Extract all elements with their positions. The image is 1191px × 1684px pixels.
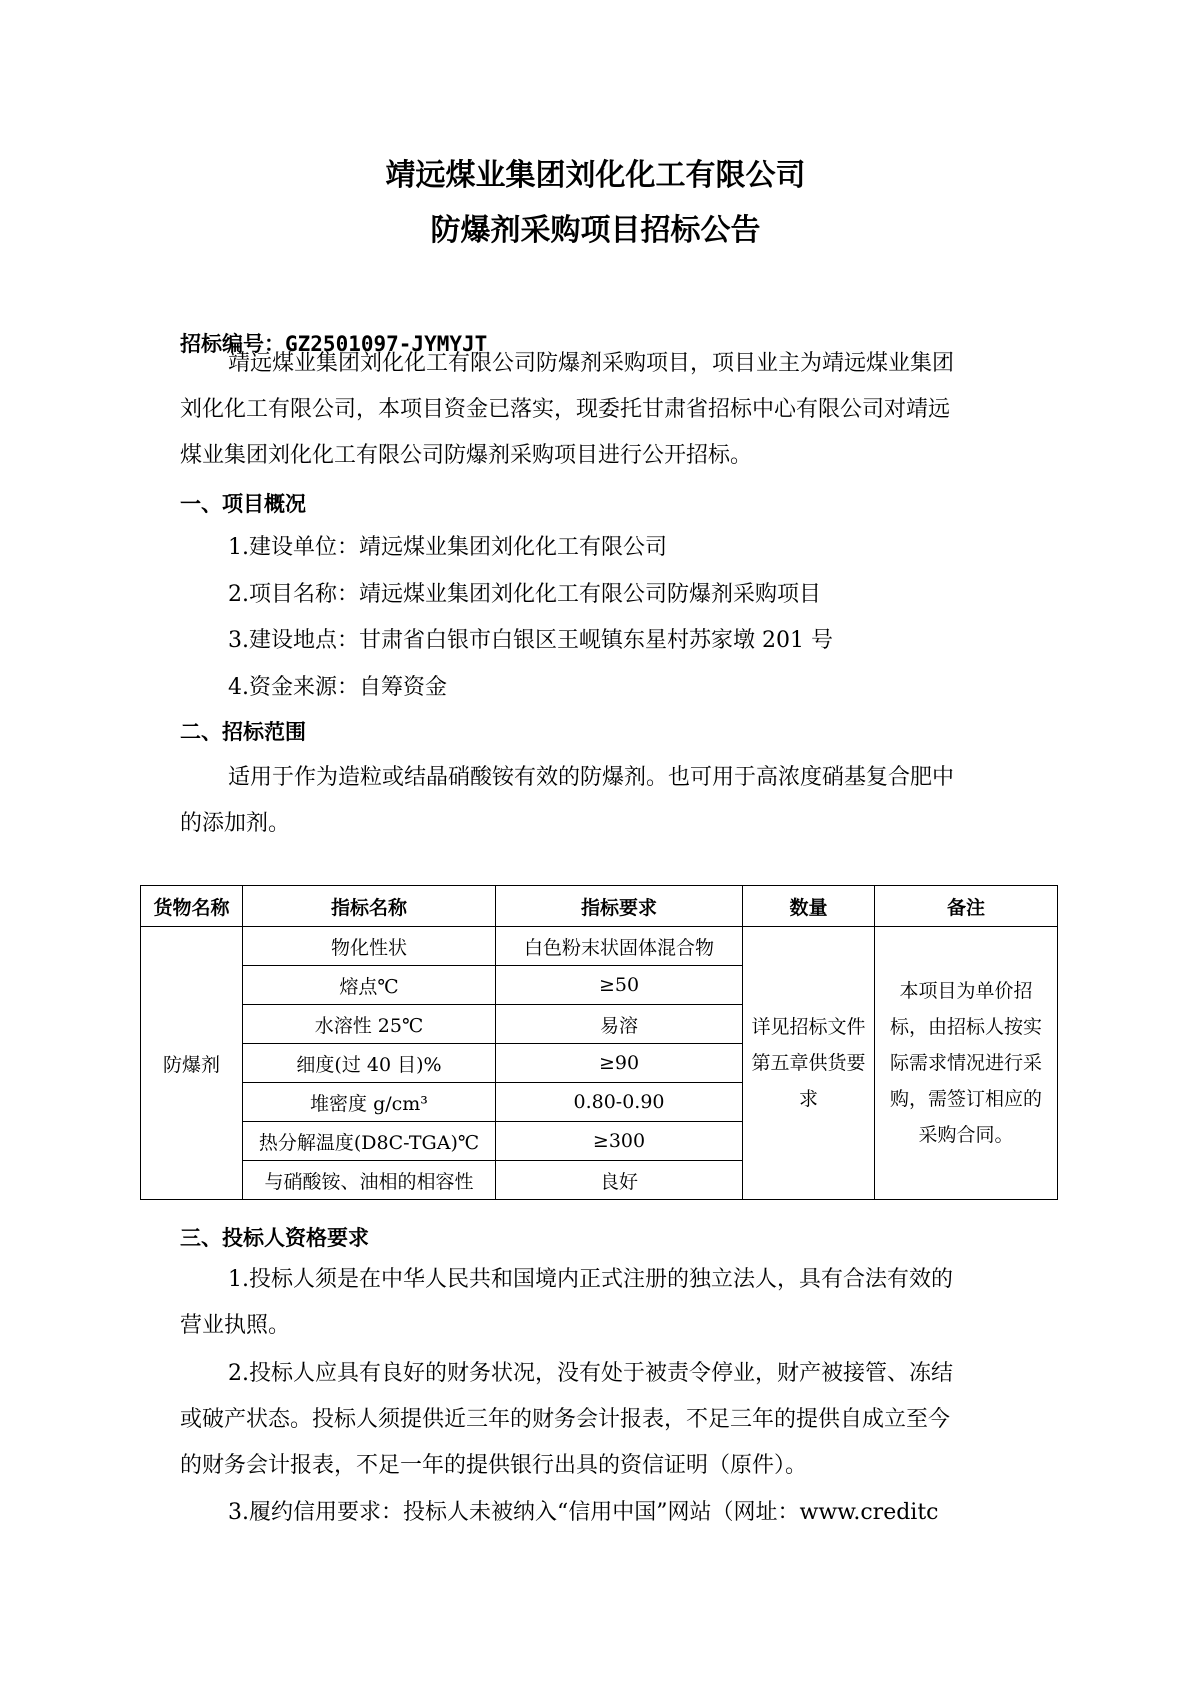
section2-line: 适用于作为造粒或结晶硝酸铵有效的防爆剂。也可用于高浓度硝基复合肥中 (228, 765, 955, 790)
section3-line: 营业执照。 (180, 1313, 291, 1338)
table-header-row (141, 886, 1058, 927)
section3-line: 或破产状态。投标人须提供近三年的财务会计报表，不足三年的提供自成立至今 (180, 1407, 951, 1432)
indicator-name-cell: 细度(过 40 目)% (243, 1044, 496, 1083)
table-header: 指标要求 (496, 886, 743, 927)
section2-heading: 二、招标范围 (180, 720, 306, 744)
section3-line: 1.投标人须是在中华人民共和国境内正式注册的独立法人，具有合法有效的 (228, 1267, 953, 1292)
indicator-requirement-cell: ≥300 (496, 1122, 743, 1161)
section1-item: 4.资金来源：自筹资金 (228, 675, 447, 700)
indicator-requirement-cell: 易溶 (496, 1005, 743, 1044)
indicator-requirement-cell: 白色粉末状固体混合物 (496, 927, 743, 966)
document-title-line2: 防爆剂采购项目招标公告 (430, 213, 761, 248)
section1-item: 3.建设地点：甘肃省白银市白银区王岘镇东星村苏家墩 201 号 (228, 628, 833, 653)
indicator-name-cell: 物化性状 (243, 927, 496, 966)
quantity-cell (743, 927, 875, 1200)
remark-line: 采购合同。 (918, 1124, 1014, 1146)
section3-line: 3.履约信用要求：投标人未被纳入“信用中国”网站（网址：www.creditc (228, 1500, 939, 1525)
indicator-name-cell: 堆密度 g/cm³ (243, 1083, 496, 1122)
indicator-name-cell: 熔点℃ (243, 966, 496, 1005)
quantity-line: 第五章供货要 (751, 1052, 866, 1074)
indicator-requirement-cell: ≥90 (496, 1044, 743, 1083)
indicator-requirement-cell: ≥50 (496, 966, 743, 1005)
goods-name-cell: 防爆剂 (141, 927, 243, 1200)
intro-line: 煤业集团刘化化工有限公司防爆剂采购项目进行公开招标。 (180, 443, 753, 468)
table-header: 货物名称 (141, 886, 243, 927)
bid-number-label: 招标编号： (180, 332, 285, 356)
indicator-requirement-cell: 良好 (496, 1161, 743, 1200)
section3-heading: 三、投标人资格要求 (180, 1226, 369, 1250)
quantity-line: 详见招标文件 (751, 1016, 866, 1038)
table-header: 数量 (743, 886, 875, 927)
indicator-requirement-cell: 0.80-0.90 (496, 1083, 743, 1122)
table-row (141, 927, 1058, 966)
intro-line: 靖远煤业集团刘化化工有限公司防爆剂采购项目，项目业主为靖远煤业集团 (228, 351, 955, 376)
section3-line: 2.投标人应具有良好的财务状况，没有处于被责令停业，财产被接管、冻结 (228, 1361, 953, 1386)
indicator-name-cell: 水溶性 25℃ (243, 1005, 496, 1044)
remark-line: 本项目为单价招 (899, 980, 1033, 1002)
section1-item: 2.项目名称：靖远煤业集团刘化化工有限公司防爆剂采购项目 (228, 582, 821, 607)
indicator-name-cell: 与硝酸铵、油相的相容性 (243, 1161, 496, 1200)
quantity-line: 求 (798, 1088, 818, 1110)
table-header: 指标名称 (243, 886, 496, 927)
indicator-name-cell: 热分解温度(D8C-TGA)℃ (243, 1122, 496, 1161)
remark-line: 际需求情况进行采 (889, 1052, 1042, 1074)
section1-heading: 一、项目概况 (180, 492, 306, 516)
remark-line: 购，需签订相应的 (889, 1088, 1042, 1110)
bid-number-value: GZ2501097-JYMYJT (285, 332, 488, 356)
intro-line: 刘化化工有限公司，本项目资金已落实，现委托甘肃省招标中心有限公司对靖远 (180, 397, 951, 422)
remark-cell (875, 927, 1058, 1200)
section1-item: 1.建设单位：靖远煤业集团刘化化工有限公司 (228, 535, 667, 560)
remark-line: 标，由招标人按实 (889, 1016, 1042, 1038)
document-title-line1: 靖远煤业集团刘化化工有限公司 (385, 158, 806, 193)
table-header: 备注 (875, 886, 1058, 927)
section2-line: 的添加剂。 (180, 811, 291, 836)
specification-table (140, 885, 1058, 1200)
section3-line: 的财务会计报表，不足一年的提供银行出具的资信证明（原件）。 (180, 1453, 808, 1478)
